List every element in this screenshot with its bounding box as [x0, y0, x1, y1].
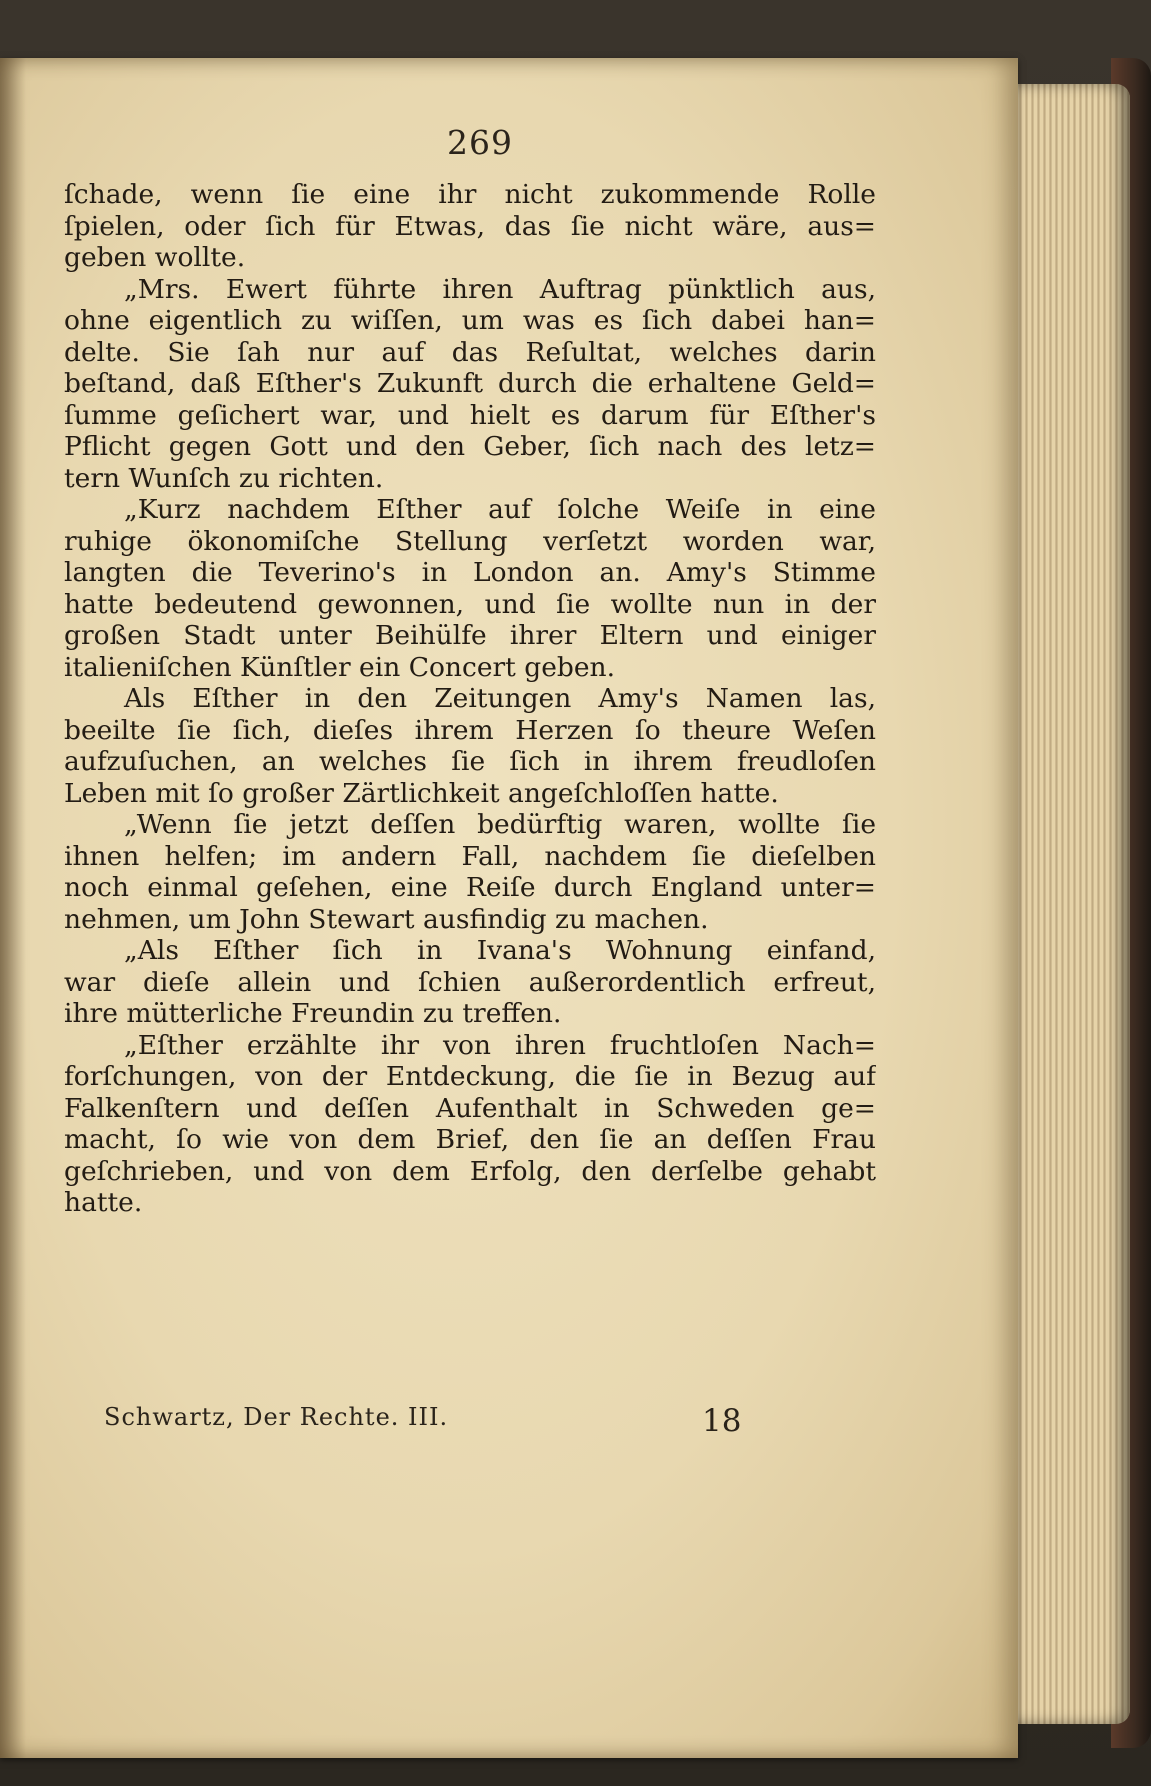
signature-line: Schwartz, Der Rechte. III. [104, 1403, 449, 1431]
text-line: italieniſchen Künſtler ein Concert geben. [64, 651, 616, 683]
book-page [0, 58, 1018, 1758]
text-line: „Wenn ſie jetzt deſſen bedürftig waren, wollte ſie [124, 809, 876, 840]
spine-shadow [0, 58, 26, 1758]
text-line: ohne eigentlich zu wiſſen, um was es ſich dabei han= [64, 305, 876, 336]
text-line: ihnen helfen; im andern Fall, nachdem ſie dieſelben [64, 840, 876, 872]
text-line: ſumme geſichert war, und hielt es darum für Eſther's [64, 399, 876, 431]
text-line: ſpielen, oder ſich für Etwas, das ſie nicht wäre, aus= [64, 210, 876, 242]
text-line: nehmen, um John Stewart ausfindig zu machen. [64, 903, 709, 935]
text-line: geſchrieben, und von dem Erfolg, den derſelbe gehabt [64, 1155, 876, 1187]
text-line: ihre mütterliche Freundin zu treffen. [64, 998, 562, 1029]
text-line: Falkenſtern und deſſen Aufenthalt in Schweden ge= [64, 1092, 876, 1124]
text-line: Pflicht gegen Gott und den Geber, ſich nach des letz= [64, 431, 876, 462]
text-line: beſtand, daß Eſther's Zukunft durch die erhaltene Geld= [64, 368, 876, 399]
text-line: geben wollte. [64, 242, 246, 273]
text-line: „Als Eſther ſich in Ivana's Wohnung einfand, [124, 935, 876, 966]
text-line: beeilte ſie ſich, dieſes ihrem Herzen ſo theure Weſen [64, 714, 876, 746]
text-line: „Eſther erzählte ihr von ihren fruchtloſen Nach= [124, 1029, 876, 1061]
text-line: großen Stadt unter Beihülfe ihrer Eltern und einiger [64, 620, 876, 651]
text-line: hatte bedeutend gewonnen, und ſie wollte nun in der [64, 588, 876, 620]
text-line: noch einmal geſehen, eine Reiſe durch England unter= [64, 872, 876, 903]
text-line: Leben mit ſo großer Zärtlichkeit angeſchloſſen hatte. [64, 777, 779, 809]
text-line: „Mrs. Ewert führte ihren Auftrag pünktlich aus, [124, 273, 876, 305]
page-footer [104, 1403, 884, 1447]
text-line: ruhige ökonomiſche Stellung verſetzt worden war, [64, 525, 876, 557]
text-line: langten die Teverino's in London an. Amy's Stimme [64, 557, 876, 588]
text-line: war dieſe allein und ſchien außerordentlich erfreut, [64, 966, 876, 998]
page-stack-edge [1010, 84, 1130, 1724]
sheet-number: 18 [702, 1403, 742, 1439]
text-line: tern Wunſch zu richten. [64, 462, 384, 494]
text-line: ſchade, wenn ſie eine ihr nicht zukommende Rolle [64, 179, 876, 210]
text-line: forſchungen, von der Entdeckung, die ſie in Bezug auf [64, 1061, 876, 1092]
text-line: delte. Sie ſah nur auf das Reſultat, welches darin [64, 336, 876, 368]
body-text [64, 179, 876, 1219]
text-line: hatte. [64, 1187, 143, 1218]
text-line: macht, ſo wie von dem Brief, den ſie an deſſen Frau [64, 1124, 876, 1155]
text-line: aufzuſuchen, an welches ſie ſich in ihrem freudloſen [64, 746, 876, 777]
text-line: „Kurz nachdem Eſther auf ſolche Weiſe in eine [124, 494, 876, 525]
text-line: Als Eſther in den Zeitungen Amy's Namen las, [124, 683, 876, 714]
page-number: 269 [447, 123, 513, 162]
